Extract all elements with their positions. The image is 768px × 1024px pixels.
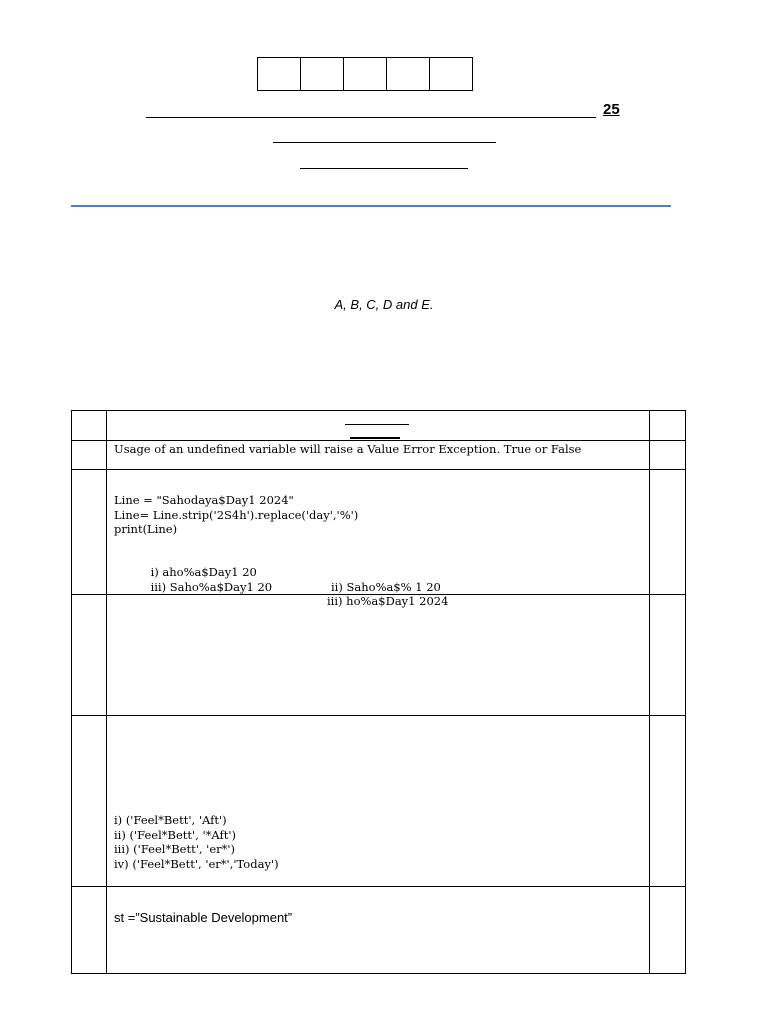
table-row xyxy=(72,595,686,716)
question-cell xyxy=(107,441,650,470)
option-iii: iii) Saho%a$Day1 20 xyxy=(150,579,273,594)
code-line: Line = "Sahodaya$Day1 2024" xyxy=(114,493,294,507)
option-ii: ii) Saho%a$% 1 20 xyxy=(331,579,441,594)
roll-number-boxes xyxy=(257,57,473,91)
table-heading-underline xyxy=(350,437,400,439)
roll-number-box xyxy=(257,57,301,91)
table-heading-rule xyxy=(345,424,409,425)
question-cell xyxy=(107,595,650,716)
question-number-cell xyxy=(72,595,107,716)
question-cell xyxy=(107,716,650,887)
table-header-row xyxy=(72,411,686,441)
question-5-text: st =”Sustainable Development” xyxy=(114,910,293,925)
question-number-cell xyxy=(72,887,107,974)
option-i: i) aho%a$Day1 20 xyxy=(150,565,257,579)
marks-cell xyxy=(650,470,686,595)
header-rule-3 xyxy=(300,168,468,169)
option-1: i) ('Feel*Bett', 'Aft') xyxy=(114,813,227,827)
header-rule-2 xyxy=(273,142,496,143)
header-rule-1 xyxy=(146,117,596,118)
option-2: ii) ('Feel*Bett', '*Aft') xyxy=(114,827,237,842)
roll-number-box xyxy=(386,57,430,91)
table-row xyxy=(72,716,686,887)
table-header-cell xyxy=(107,411,650,441)
option-3: iii) ('Feel*Bett', 'er*') xyxy=(114,842,236,856)
marks-cell xyxy=(650,887,686,974)
question-number-cell xyxy=(72,441,107,470)
roll-number-box xyxy=(300,57,344,91)
option-iv: iii) ho%a$Day1 2024 xyxy=(327,594,449,608)
question-number-cell xyxy=(72,716,107,887)
code-line: Line= Line.strip('2S4h').replace('day','%') xyxy=(114,507,359,522)
question-1-text: Usage of an undefined variable will raise a Value Error Exception. True or False xyxy=(114,442,582,456)
header-divider xyxy=(71,205,671,207)
marks-cell xyxy=(650,411,686,441)
roll-number-box xyxy=(429,57,473,91)
marks-cell xyxy=(650,716,686,887)
marks-cell xyxy=(650,595,686,716)
question-number-cell xyxy=(72,470,107,595)
table-row xyxy=(72,887,686,974)
table-row xyxy=(72,470,686,595)
sections-text: A, B, C, D and E. xyxy=(334,297,434,312)
marks-cell xyxy=(650,441,686,470)
max-marks: 25 xyxy=(603,101,620,118)
option-4: iv) ('Feel*Bett', 'er*','Today') xyxy=(114,856,279,871)
question-cell xyxy=(107,470,650,608)
table-row xyxy=(72,441,686,470)
roll-number-box xyxy=(343,57,387,91)
code-line: print(Line) xyxy=(114,522,178,536)
question-cell xyxy=(107,887,650,974)
question-number-cell xyxy=(72,411,107,441)
question-table xyxy=(71,410,686,974)
